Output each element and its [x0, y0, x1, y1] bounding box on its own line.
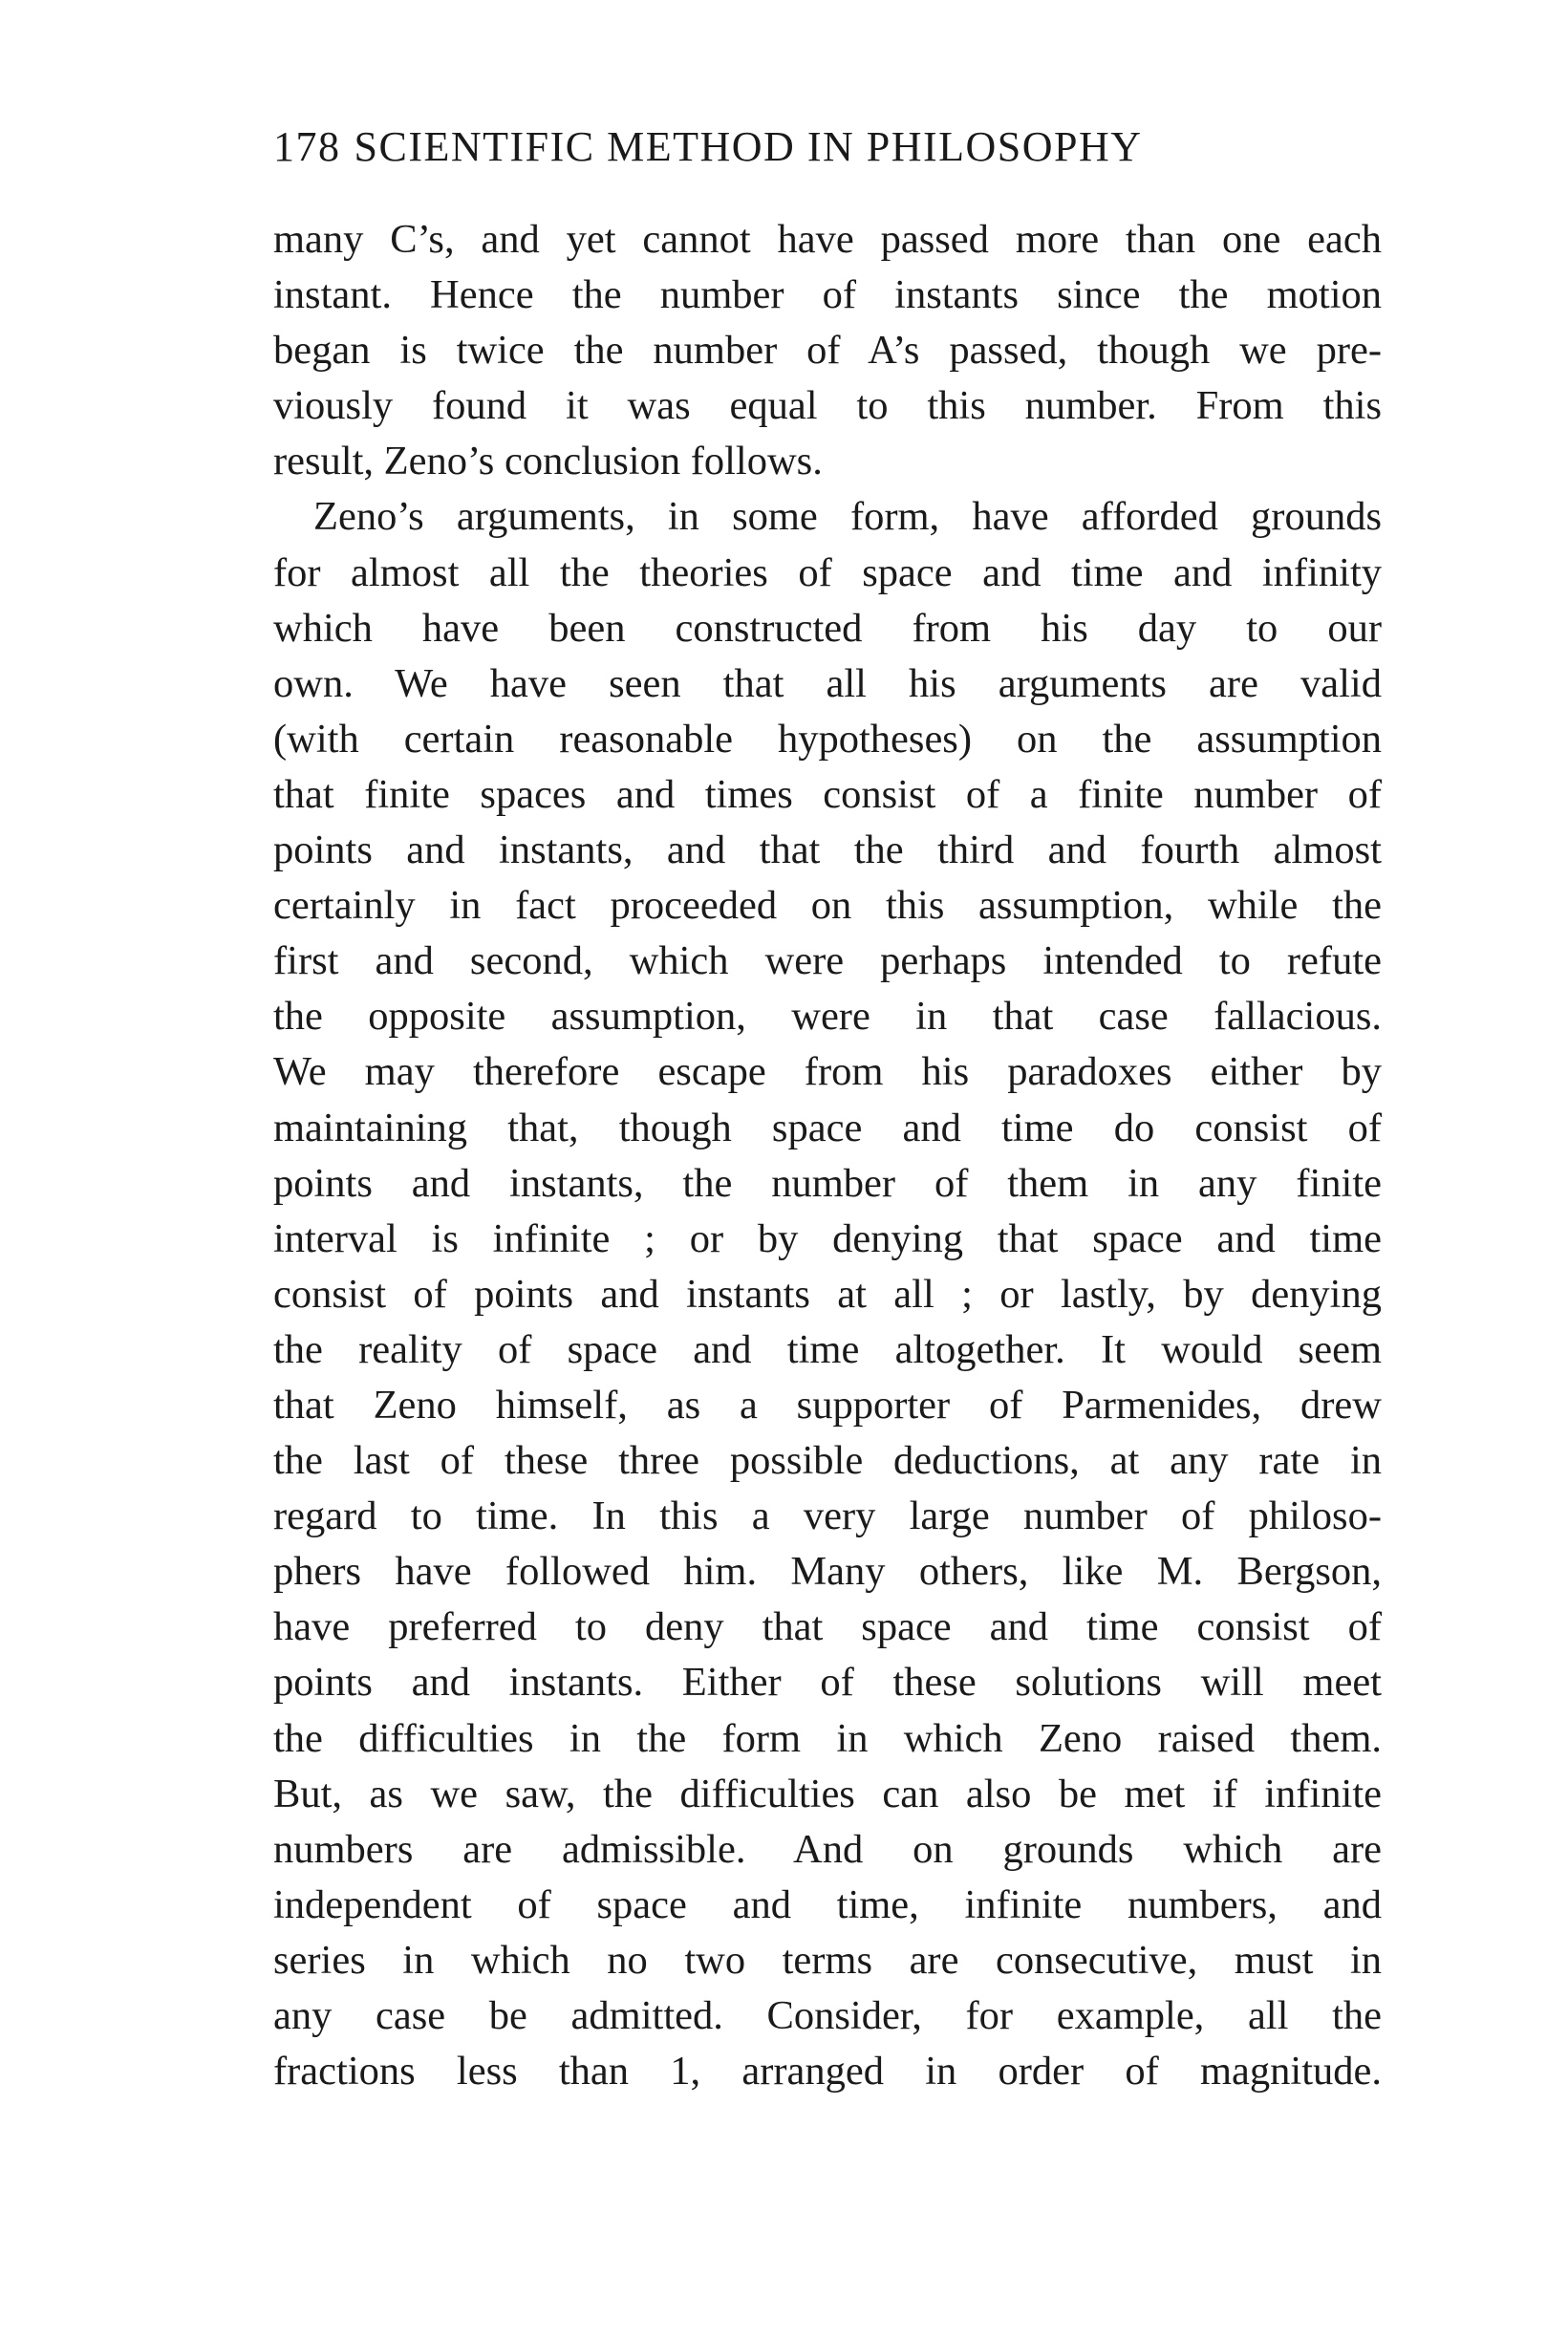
text-line: have preferred to deny that space and time consist of — [273, 1604, 1382, 1650]
text-line: series in which no two terms are consecutive, must in — [273, 1937, 1382, 1983]
text-line: result, Zeno’s conclusion follows. — [273, 439, 823, 484]
body-text — [273, 212, 1382, 2099]
text-line: points and instants. Either of these solutions will meet — [273, 1660, 1382, 1706]
text-line: interval is infinite ; or by denying that space and time — [273, 1215, 1382, 1261]
text-line: points and instants, the number of them in any finite — [273, 1160, 1382, 1206]
text-line: which have been constructed from his day to our — [273, 605, 1382, 651]
text-line: many C’s, and yet cannot have passed more than one each — [273, 217, 1382, 262]
text-line: that Zeno himself, as a supporter of Parmenides, drew — [273, 1382, 1382, 1428]
text-line: numbers are admissible. And on grounds which are — [273, 1826, 1382, 1872]
text-line: the last of these three possible deductions, at any rate in — [273, 1438, 1382, 1484]
text-line: any case be admitted. Consider, for example, all the — [273, 1993, 1382, 2038]
text-line: maintaining that, though space and time do consist of — [273, 1105, 1382, 1150]
running-header — [273, 122, 1363, 171]
text-line: fractions less than 1, arranged in order of magnitude. — [273, 2049, 1382, 2095]
text-line: We may therefore escape from his paradoxes either by — [273, 1049, 1382, 1095]
text-line: that finite spaces and times consist of a finite number of — [273, 771, 1382, 817]
text-line: the opposite assumption, were in that case fallacious. — [273, 994, 1382, 1040]
page-number: 178 — [273, 123, 341, 170]
text-line: certainly in fact proceeded on this assumption, while the — [273, 883, 1382, 929]
text-line: instant. Hence the number of instants since the motion — [273, 272, 1382, 318]
text-line: for almost all the theories of space and time and infinity — [273, 549, 1382, 595]
text-line: the reality of space and time altogether. It would seem — [273, 1326, 1382, 1372]
text-line: independent of space and time, infinite numbers, and — [273, 1881, 1382, 1927]
text-line: points and instants, and that the third and fourth almost — [273, 827, 1382, 873]
running-title: SCIENTIFIC METHOD IN PHILOSOPHY — [354, 123, 1143, 170]
text-line: first and second, which were perhaps intended to refute — [273, 938, 1382, 984]
text-line: own. We have seen that all his arguments are valid — [273, 660, 1382, 706]
text-line: But, as we saw, the difficulties can also be met if infinite — [273, 1771, 1382, 1816]
text-line: the difficulties in the form in which Zeno raised them. — [273, 1715, 1382, 1761]
text-line: Zeno’s arguments, in some form, have afforded grounds — [313, 494, 1382, 540]
text-line: began is twice the number of A’s passed, though we pre- — [273, 328, 1382, 374]
text-line: phers have followed him. Many others, like M. Bergson, — [273, 1549, 1382, 1595]
text-line: regard to time. In this a very large number of philoso- — [273, 1493, 1382, 1539]
text-line: viously found it was equal to this number. From this — [273, 383, 1382, 429]
text-line: (with certain reasonable hypotheses) on the assumption — [273, 716, 1382, 762]
text-line: consist of points and instants at all ; or lastly, by denying — [273, 1271, 1382, 1317]
